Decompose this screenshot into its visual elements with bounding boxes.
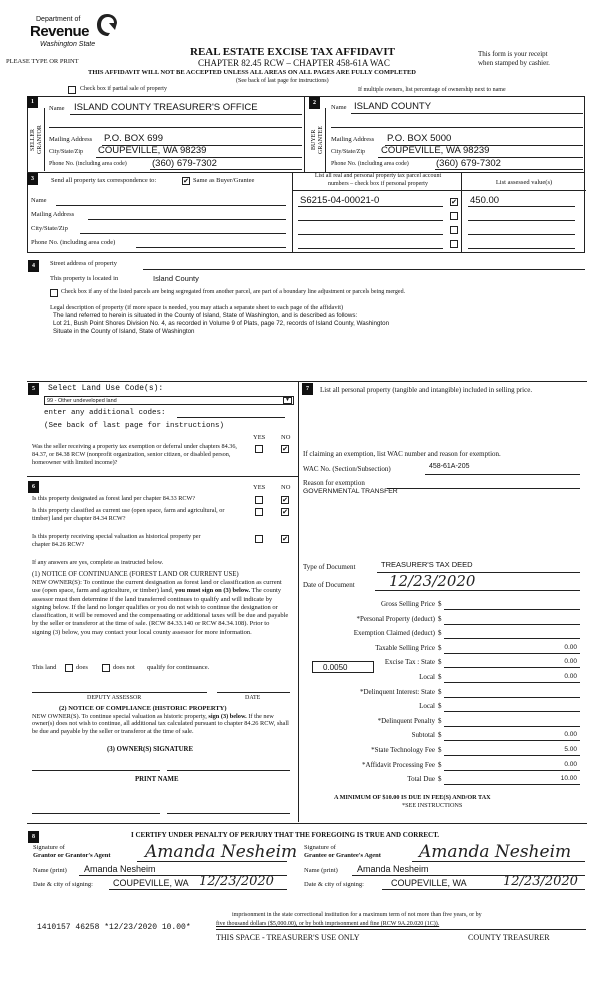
amount-field[interactable]	[444, 682, 580, 683]
buyer-name-value: ISLAND COUNTY	[354, 101, 432, 112]
amount-field[interactable]	[444, 609, 580, 610]
currency-sign: $	[438, 760, 442, 769]
acceptance-warning: THIS AFFIDAVIT WILL NOT BE ACCEPTED UNLESS ALL AREAS ON ALL PAGES ARE FULLY COMPLETED	[88, 69, 416, 76]
print-name-line-1[interactable]	[32, 813, 160, 814]
section-6-designations	[27, 478, 298, 821]
amount-value: 5.00	[564, 746, 577, 753]
parcel-number-field[interactable]	[298, 206, 443, 207]
forest-no-checkbox[interactable]: ✔	[282, 496, 288, 504]
see-back-note: (See back of last page for instructions)	[44, 422, 225, 430]
does-not-label: does not	[113, 664, 135, 671]
land-use-label: Select Land Use Code(s):	[48, 384, 164, 393]
amount-field[interactable]	[444, 755, 580, 756]
section-1-seller	[27, 96, 304, 172]
local-rate-value: 0.0050	[323, 663, 348, 672]
amount-row	[299, 688, 587, 700]
corr-city-label: City/State/Zip	[31, 225, 68, 232]
amount-value: 0.00	[564, 731, 577, 739]
buyer-phone-field[interactable]	[435, 169, 583, 170]
wac-label: WAC No. (Section/Subsection)	[303, 465, 391, 473]
parcel-row	[298, 195, 578, 207]
does-not-checkbox[interactable]	[102, 664, 110, 672]
same-as-buyer-label: Same as Buyer/Grantee	[193, 177, 255, 184]
section-3-tax-correspondence	[27, 172, 585, 253]
logo-line3: Washington State	[40, 41, 96, 48]
amount-row	[299, 731, 587, 743]
corr-mailing-field[interactable]	[88, 219, 286, 220]
doc-date-value: 12/23/2020	[389, 572, 476, 590]
amount-row	[299, 775, 587, 787]
reason-label: Reason for exemption	[303, 479, 365, 487]
buyer-phone-value: (360) 679-7302	[436, 158, 501, 169]
owner-signature-label: (3) OWNER(S) SIGNATURE	[107, 746, 193, 753]
land-use-select[interactable]	[44, 396, 294, 405]
grantee-date-label: Date & city of signing:	[304, 881, 364, 888]
historic-yes-checkbox[interactable]	[255, 535, 263, 543]
amount-label: *Delinquent Interest: State	[359, 687, 435, 696]
seller-name-value: ISLAND COUNTY TREASURER'S OFFICE	[74, 102, 258, 113]
amount-label: Total Due	[407, 775, 435, 784]
personal-property-checkbox[interactable]	[450, 226, 458, 234]
grantee-sig-label-1: Signature of	[304, 844, 336, 851]
parcel-number-field[interactable]	[298, 234, 443, 235]
currency-sign: $	[438, 716, 442, 725]
county-treasurer-label: COUNTY TREASURER	[468, 933, 550, 942]
buyer-text: BUYER	[311, 129, 317, 151]
currency-sign: $	[438, 775, 442, 784]
wac-value: 458-61A-205	[429, 463, 470, 470]
certify-statement: I CERTIFY UNDER PENALTY OF PERJURY THAT THE FOREGOING IS TRUE AND CORRECT.	[131, 831, 440, 839]
amount-field[interactable]	[444, 653, 580, 654]
section-number: 5	[28, 383, 39, 395]
date-label: DATE	[245, 695, 261, 701]
currency-sign: $	[438, 658, 442, 667]
amount-label: *State Technology Fee	[371, 746, 435, 754]
street-address-field[interactable]	[143, 269, 585, 270]
parcel-row	[298, 237, 578, 249]
seller-name-field[interactable]	[70, 114, 302, 115]
does-checkbox[interactable]	[65, 664, 73, 672]
assessed-value-field[interactable]	[468, 234, 575, 235]
seller-phone-field[interactable]	[150, 169, 302, 170]
seller-city-label: City/State/Zip	[49, 149, 83, 155]
legal-line: Lot 21, Bush Point Shores Division No. 4, as recorded in Volume 9 of Plats, page 72, records of Island County, Washington	[53, 320, 390, 327]
instructions-note: (See back of last page for instructions)	[236, 78, 329, 84]
qualify-label: qualify for continuance.	[147, 664, 210, 671]
corr-phone-label: Phone No. (including area code)	[31, 239, 116, 246]
section-number: 2	[309, 97, 320, 109]
dor-swirl-icon	[95, 12, 119, 38]
buyer-mailing-value: P.O. BOX 5000	[387, 133, 452, 144]
buyer-name-label: Name	[331, 104, 347, 111]
amount-value: 10.00	[560, 775, 577, 783]
notice-compliance-text	[32, 713, 294, 735]
multiple-owners-note: If multiple owners, list percentage of ownership next to name	[358, 87, 506, 93]
section-number: 6	[28, 481, 39, 493]
currency-sign: $	[438, 731, 442, 740]
parcel-header-1: List all real and personal property tax parcel account	[314, 173, 442, 179]
reason-value: GOVERNMENTAL TRANSFER	[303, 488, 398, 495]
form-subtitle: CHAPTER 82.45 RCW – CHAPTER 458-61A WAC	[198, 58, 390, 68]
notice-compliance-title: (2) NOTICE OF COMPLIANCE (HISTORIC PROPERTY)	[59, 705, 227, 712]
cashier-stamp: 1410157 46258 *12/23/2020 10.00*	[37, 923, 191, 932]
corr-phone-field[interactable]	[136, 247, 286, 248]
personal-property-text: List all personal property (tangible and intangible) included in selling price.	[320, 386, 533, 394]
currency-sign: $	[438, 673, 442, 681]
amount-field[interactable]	[444, 740, 580, 741]
grantor-label	[37, 120, 44, 160]
exemption-question: Was the seller receiving a property tax exemption or deferral under chapters 84.36, 84.37, or 84.38 RCW (nonprofit organization, senior citizen, or disabled person, homeowner with limited income)?	[32, 443, 237, 466]
historic-question: Is this property receiving special valuation as historical property per chapter 84.26 RCW?	[32, 533, 201, 548]
treasurer-use-label: THIS SPACE - TREASURER'S USE ONLY	[216, 933, 360, 942]
dor-logo	[30, 10, 130, 58]
owner-signature-line-1[interactable]	[32, 770, 160, 771]
doc-date-label: Date of Document	[303, 581, 355, 589]
deputy-assessor-label: DEPUTY ASSESSOR	[87, 695, 142, 701]
assessor-date-line[interactable]	[217, 692, 290, 693]
amount-label: Local	[419, 702, 435, 711]
section-4-property	[27, 257, 587, 347]
grantor-sig-label-2: Grantor or Grantor's Agent	[33, 852, 111, 859]
amount-label: Taxable Selling Price	[375, 643, 435, 652]
grantee-name-value: Amanda Nesheim	[357, 864, 429, 874]
grantor-city-value: COUPEVILLE, WA	[113, 878, 189, 888]
notice2-text-b: If the new owner(s) does not wish to continue, all additional tax calculated pursuant to chapter 84.26 RCW, shall be due and payable by the seller or transferor at the time of sale.	[32, 713, 289, 735]
located-in-value: Island County	[153, 274, 199, 283]
logo-line1: Department of	[36, 16, 81, 23]
amount-row	[299, 761, 587, 773]
currency-sign: $	[438, 687, 442, 696]
personal-property-checkbox[interactable]	[450, 240, 458, 248]
exemption-yes-checkbox[interactable]	[255, 445, 263, 453]
corr-name-label: Name	[31, 197, 47, 204]
amount-label: *Affidavit Processing Fee	[362, 760, 435, 769]
notice-continuance-text	[32, 579, 290, 637]
buyer-city-label: City/State/Zip	[331, 149, 365, 155]
amount-row	[299, 629, 587, 641]
no-header: NO	[281, 484, 291, 491]
dropdown-arrow-icon[interactable]: ▼	[283, 397, 292, 404]
exemption-intro: If claiming an exemption, list WAC number and reason for exemption.	[303, 450, 501, 458]
amount-value: 0.00	[564, 643, 577, 651]
grantee-text: GRANTEE	[318, 126, 324, 154]
parcel-number-field[interactable]	[298, 248, 443, 249]
buyer-mailing-label: Mailing Address	[331, 136, 375, 143]
grantor-name-value: Amanda Nesheim	[84, 864, 156, 874]
section-7-personal-property	[299, 382, 587, 822]
grantee-label	[318, 120, 325, 160]
seller-mailing-value: P.O. BOX 699	[104, 133, 163, 144]
grantee-date-line[interactable]	[382, 889, 585, 890]
partial-sale-checkbox[interactable]	[68, 86, 76, 94]
segregated-label: Check box if any of the listed parcels are being segregated from another parcel, are part of a boundary line adjustment or parcels being merged.	[61, 289, 406, 295]
currency-sign: $	[438, 643, 442, 652]
currency-sign: $	[438, 746, 442, 754]
assessed-value-field[interactable]	[468, 248, 575, 249]
no-header: NO	[281, 434, 291, 441]
current-use-yes-checkbox[interactable]	[255, 508, 263, 516]
parcel-row	[298, 223, 578, 235]
notice1-text-b: The county assessor must then determine if the land transferred continues to qualify and will indicate by signing below. If the land no longer qualifies or you do not wish to continue the designation or classification, it will be removed and the compensating or additional taxes will be due and payable by the seller or transferor at the time of sale. (RCW 84.33.140 or RCW 84.34.108). Prior to signing (3) below, you may contact your local county assessor for more information.	[32, 587, 289, 636]
parcel-row	[298, 209, 578, 221]
land-use-selected: 99 - Other undeveloped land	[47, 398, 117, 404]
notice-continuance-title: (1) NOTICE OF CONTINUANCE (FOREST LAND OR CURRENT USE)	[32, 571, 239, 578]
buyer-phone-label: Phone No. (including area code)	[331, 161, 409, 167]
amount-label: Local	[419, 673, 435, 681]
amount-row	[299, 673, 587, 685]
amount-row	[299, 746, 587, 758]
segregated-checkbox[interactable]	[50, 289, 58, 297]
additional-codes-label: enter any additional codes:	[44, 409, 166, 417]
grantor-name-label: Name (print)	[33, 867, 67, 874]
section-8-certification	[27, 823, 587, 903]
section-number: 8	[28, 831, 39, 843]
this-land-label: This land	[32, 664, 57, 671]
current-use-question: Is this property classified as current use (open space, farm and agricultural, or timber) land per chapter 84.34 RCW?	[32, 507, 225, 522]
seller-phone-value: (360) 679-7302	[152, 158, 217, 169]
grantor-date-line[interactable]	[109, 889, 287, 890]
seller-name-field-2[interactable]	[49, 127, 302, 128]
reason-field[interactable]	[387, 488, 580, 489]
section-5-land-use	[27, 382, 298, 477]
amount-value: 0.00	[564, 658, 577, 666]
seller-city-value: COUPEVILLE, WA 98239	[98, 145, 207, 156]
grantor-date-value: 12/23/2020	[199, 874, 274, 889]
personal-property-checkbox[interactable]	[450, 212, 458, 220]
current-use-no-checkbox[interactable]: ✔	[282, 508, 288, 516]
seller-side-label	[28, 108, 45, 171]
owner-signature-line-2[interactable]	[167, 770, 290, 771]
amount-field[interactable]	[444, 770, 580, 771]
amount-row	[299, 600, 587, 612]
seller-name-label: Name	[49, 105, 65, 112]
amount-label: Gross Selling Price	[380, 600, 435, 608]
receipt-note-1: This form is your receipt	[478, 50, 548, 58]
currency-sign: $	[438, 629, 442, 638]
section-number: 7	[302, 383, 313, 395]
buyer-city-value: COUPEVILLE, WA 98239	[381, 145, 490, 156]
amount-field[interactable]	[444, 667, 580, 668]
amount-field[interactable]	[444, 726, 580, 727]
doc-type-value: TREASURER'S TAX DEED	[381, 560, 473, 569]
buyer-label	[311, 124, 318, 156]
send-correspondence-label: Send all property tax correspondence to:	[51, 177, 157, 184]
buyer-name-field-2[interactable]	[331, 127, 583, 128]
assessed-value-field[interactable]	[468, 220, 575, 221]
grantor-signature: Amanda Nesheim	[145, 842, 298, 862]
doc-date-field[interactable]	[375, 590, 580, 591]
historic-no-checkbox[interactable]: ✔	[282, 535, 288, 543]
amount-label: *Personal Property (deduct)	[356, 614, 435, 623]
forest-land-question: Is this property designated as forest land per chapter 84.33 RCW?	[32, 495, 196, 502]
legal-description-label: Legal description of property (if more space is needed, you may attach a separate sheet to each page of the affidavit)	[50, 304, 344, 311]
buyer-side-label	[309, 108, 326, 172]
section-number: 4	[28, 260, 39, 272]
located-in-label: This property is located in	[50, 275, 119, 282]
grantor-text: GRANTOR	[37, 125, 43, 155]
additional-codes-field[interactable]	[177, 417, 285, 418]
see-instructions: *SEE INSTRUCTIONS	[402, 802, 463, 809]
grantee-signature: Amanda Nesheim	[419, 842, 572, 862]
corr-name-field[interactable]	[56, 205, 286, 206]
logo-line2: Revenue	[30, 23, 90, 40]
currency-sign: $	[438, 614, 442, 623]
doc-type-label: Type of Document	[303, 563, 356, 571]
notice2-text-a: NEW OWNER(S). To continue special valuation as historic property,	[32, 713, 207, 720]
seller-label	[30, 122, 37, 158]
seller-text: SELLER	[30, 129, 36, 151]
amount-row	[299, 717, 587, 729]
assessed-value: 450.00	[470, 195, 500, 206]
exemption-no-checkbox[interactable]: ✔	[282, 445, 288, 453]
amount-row	[299, 615, 587, 627]
form-title: REAL ESTATE EXCISE TAX AFFIDAVIT	[190, 46, 395, 58]
personal-property-checkbox[interactable]: ✔	[451, 198, 457, 206]
notice2-bold: sign (3) below.	[208, 713, 247, 720]
amount-value: 0.00	[564, 673, 577, 680]
seller-mailing-label: Mailing Address	[49, 136, 93, 143]
parcel-number-field[interactable]	[298, 220, 443, 221]
amount-label: Subtotal	[411, 731, 435, 740]
amount-label: Excise Tax : State	[384, 658, 435, 667]
deputy-assessor-signature-line[interactable]	[32, 692, 207, 693]
grantor-date-label: Date & city of signing:	[33, 881, 93, 888]
print-name-label: PRINT NAME	[135, 776, 179, 783]
amount-field[interactable]	[444, 784, 580, 785]
amount-row	[299, 658, 587, 670]
legal-line: The land referred to herein is situated in the County of Island, State of Washington, and is described as follows:	[53, 312, 358, 319]
corr-city-field[interactable]	[80, 233, 286, 234]
currency-sign: $	[438, 702, 442, 711]
amount-label: *Delinquent Penalty	[377, 716, 435, 725]
street-address-label: Street address of property	[50, 260, 117, 267]
section-2-buyer	[304, 96, 585, 172]
perjury-note-2: five thousand dollars ($5,000.00), or by both imprisonment and fine (RCW 9A.20.020 (1C)).	[216, 921, 440, 927]
parcel-number: S6215-04-00021-0	[300, 195, 380, 206]
amount-field[interactable]	[444, 638, 580, 639]
yes-header: YES	[253, 484, 266, 491]
amount-field[interactable]	[444, 711, 580, 712]
section-number: 3	[27, 173, 38, 185]
grantee-sig-label-2: Grantee or Grantee's Agent	[304, 852, 381, 859]
amount-row	[299, 702, 587, 714]
amount-field[interactable]	[444, 624, 580, 625]
print-name-line-2[interactable]	[167, 813, 290, 814]
currency-sign: $	[438, 600, 442, 608]
same-as-buyer-checkbox[interactable]: ✔	[183, 177, 189, 185]
wac-field[interactable]	[425, 474, 580, 475]
perjury-note-1: imprisonment in the state correctional institution for a maximum term of not more than five years, or by	[232, 912, 482, 918]
amount-label: Exemption Claimed (deduct)	[353, 629, 435, 638]
does-label: does	[76, 664, 88, 671]
grantee-name-label: Name (print)	[304, 867, 338, 874]
amount-value: 0.00	[564, 760, 577, 768]
grantor-sig-label-1: Signature of	[33, 844, 65, 851]
legal-line: Situate in the County of Island, State of Washington	[53, 328, 195, 335]
parcel-header-2: numbers – check box if personal property	[328, 181, 428, 187]
grantee-city-value: COUPEVILLE, WA	[391, 878, 467, 888]
notice1-text-a: NEW OWNER(S): To continue the current designation as forest land or classification as current use (open space, farm and agriculture, or timber) land,	[32, 579, 282, 595]
notice1-bold: you must sign on (3) below.	[174, 587, 251, 595]
assessed-value-field[interactable]	[468, 206, 575, 207]
corr-mailing-label: Mailing Address	[31, 211, 75, 218]
yes-header: YES	[253, 434, 266, 441]
amount-field[interactable]	[444, 697, 580, 698]
if-yes-note: If any answers are yes, complete as instructed below.	[32, 559, 164, 566]
forest-yes-checkbox[interactable]	[255, 496, 263, 504]
section-number: 1	[27, 96, 38, 108]
please-type-note: PLEASE TYPE OR PRINT	[6, 58, 79, 65]
buyer-name-field[interactable]	[351, 113, 583, 114]
minimum-note: A MINIMUM OF $10.00 IS DUE IN FEE(S) AND/OR TAX	[334, 794, 491, 801]
seller-phone-label: Phone No. (including area code)	[49, 161, 127, 167]
footer-divider	[216, 929, 586, 930]
grantee-date-value: 12/23/2020	[503, 874, 578, 889]
receipt-note-2: when stamped by cashier.	[478, 59, 550, 67]
amount-row	[299, 644, 587, 656]
assessed-header: List assessed value(s)	[495, 179, 553, 186]
partial-sale-label: Check box if partial sale of property	[80, 86, 167, 92]
